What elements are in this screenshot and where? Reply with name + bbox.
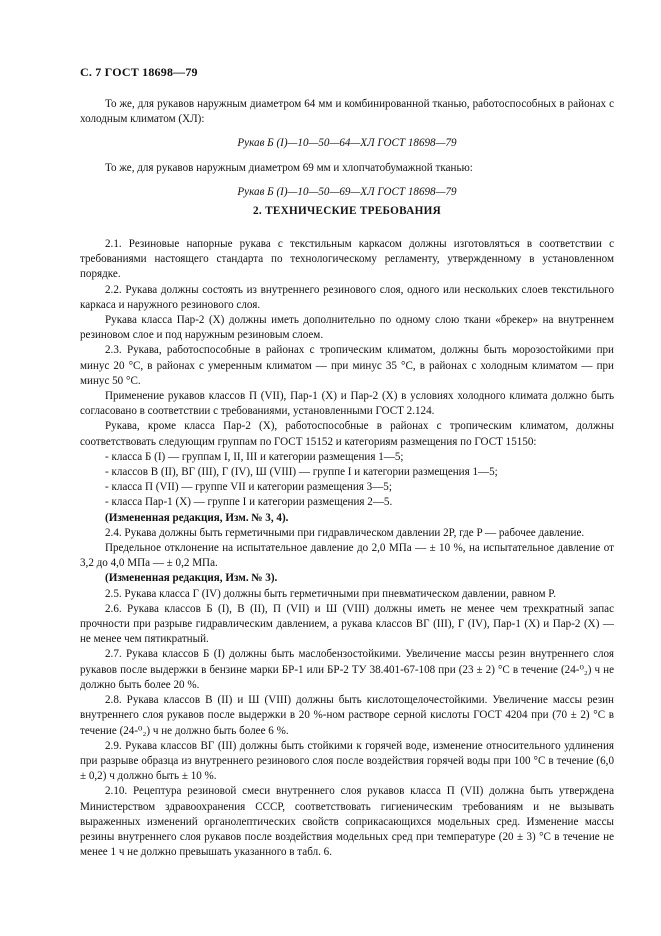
class-list <box>80 450 614 511</box>
designation-examples <box>80 97 614 200</box>
clause-2-8: 2.8. Рукава классов В (II) и Ш (VIII) должны быть кислотощелочестойкими. Увеличение массы резин внутреннего слоя рукавов после выдержки в 20 %-ном растворе серной кислоты ГОСТ 4204 при (70 ± 2) °С в течение (24-⁰₂) ч не должно быть более 6 %. <box>80 694 614 737</box>
clause-2-6: 2.6. Рукава классов Б (I), В (II), П (VII) и Ш (VIII) должны иметь не менее чем трехкратный запас прочности при разрыве гидравлическим давлением, а рукава классов ВГ (III), Г (IV), Пар-1 (X) и Пар-2 (X) — не менее чем пятикратный. <box>80 602 614 646</box>
paragraph: Применение рукавов классов П (VII), Пар-1 (X) и Пар-2 (X) в условиях холодного климата должно быть согласовано в соответствии с требованиями, установленными ГОСТ 2.124. <box>80 390 614 418</box>
list-item: - класса Б (I) — группам I, II, III и категории размещения 1—5; <box>105 450 404 463</box>
clause-2-3: 2.3. Рукава, работоспособные в районах с тропическим климатом, должны быть морозостойкими при минус 20 °С, в районах с умеренным климатом — при минус 35 °С, в районах с холодным климатом — при минус 50 °С. <box>80 344 614 387</box>
section-body <box>80 237 614 860</box>
designation-formula: Рукав Б (I)—10—50—69—ХЛ ГОСТ 18698—79 <box>237 185 457 198</box>
paragraph: То же, для рукавов наружным диаметром 69 мм и хлопчатобумажной тканью: <box>105 161 473 174</box>
clause-2-9: 2.9. Рукава классов ВГ (III) должны быть стойкими к горячей воде, изменение относительного удлинения при разрыве образца из внутреннего резинового слоя после воздействия горячей воды при 100 °С в течение (6,0 ± 0,2) ч должно быть ± 10 %. <box>80 739 614 783</box>
page-header: С. 7 ГОСТ 18698—79 <box>80 65 198 79</box>
paragraph: Рукава, кроме класса Пар-2 (X), работоспособные в районах с тропическим климатом, должны соответствовать следующим группам по ГОСТ 15152 и категориям размещения по ГОСТ 15150: <box>80 420 614 448</box>
list-item: - класса П (VII) — группе VII и категории размещения 3—5; <box>105 481 392 494</box>
clause-2-2: 2.2. Рукава должны состоять из внутреннего резинового слоя, одного или нескольких слоев текстильного каркаса и наружного резинового слоя. <box>80 283 614 311</box>
clause-2-10: 2.10. Рецептура резиновой смеси внутреннего слоя рукавов класса П (VII) должна быть утверждена Министерством здравоохранения СССР, соответствовать гигиеническим требованиям и не вызывать выраженных изменений органолептических свойств соприкасающихся модельных сред. Изменение массы резины внутреннего слоя рукавов после воздействия модельных сред при температуре (20 ± 3) °С в течение не менее 1 ч не должно превышать указанного в табл. 6. <box>80 785 614 859</box>
list-item: - классов В (II), ВГ (III), Г (IV), Ш (VIII) — группе I и категории размещения 1—5; <box>105 466 498 479</box>
list-item: - класса Пар-1 (X) — группе I и категории размещения 2—5. <box>105 496 393 509</box>
paragraph: Предельное отклонение на испытательное давление до 2,0 МПа — ± 10 %, на испытательное давление от 3,2 до 4,0 МПа — ± 0,2 МПа. <box>80 542 614 570</box>
clause-2-1: 2.1. Резиновые напорные рукава с текстильным каркасом должны изготовляться в соответствии с требованиями настоящего стандарта по технологическому регламенту, утвержденному в установленном порядке. <box>80 238 614 281</box>
paragraph: Рукава класса Пар-2 (X) должны иметь дополнительно по одному слою ткани «брекер» на внутреннем резиновом слое и под наружным резиновым слоем. <box>80 314 614 342</box>
clause-2-5: 2.5. Рукава класса Г (IV) должны быть герметичными при пневматическом давлении, равном P. <box>105 587 557 600</box>
designation-formula: Рукав Б (I)—10—50—64—ХЛ ГОСТ 18698—79 <box>237 137 457 150</box>
amendment-note: (Измененная редакция, Изм. № 3). <box>105 572 278 585</box>
section-title: 2. ТЕХНИЧЕСКИЕ ТРЕБОВАНИЯ <box>252 205 442 217</box>
paragraph: То же, для рукавов наружным диаметром 64 мм и комбинированной тканью, работоспособных в районах с холодным климатом (ХЛ): <box>80 98 614 126</box>
amendment-note: (Измененная редакция, Изм. № 3, 4). <box>105 511 289 524</box>
clause-2-4: 2.4. Рукава должны быть герметичными при гидравлическом давлении 2P, где P — рабочее давление. <box>105 526 585 539</box>
clause-2-7: 2.7. Рукава классов Б (I) должны быть маслобензостойкими. Увеличение массы резин внутреннего слоя рукавов после выдержки в бензине марки БР-1 или БР-2 ТУ 38.401-67-108 при (23 ± 2) °С в течение (24-⁰₂) ч не должно быть более 20 %. <box>80 648 614 691</box>
